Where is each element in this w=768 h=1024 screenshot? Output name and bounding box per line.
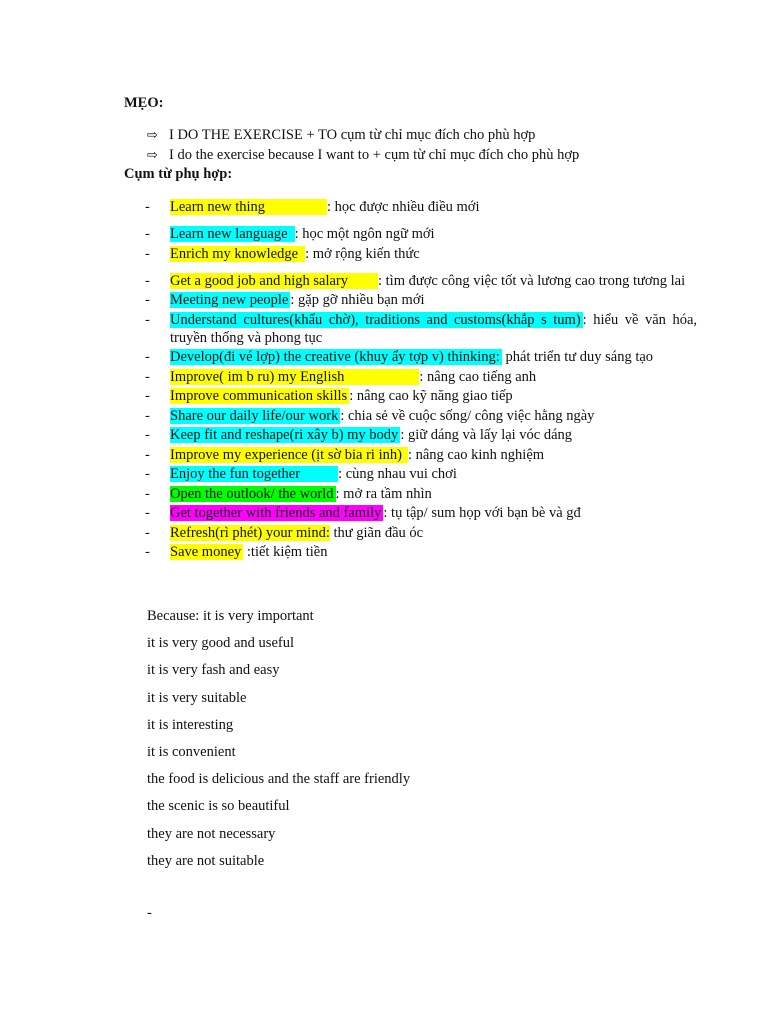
phrase-en: Refresh(rì phét) your mind: <box>170 524 330 541</box>
phrase-en: Improve my experience (ịt sờ bia ri inh) <box>170 447 408 463</box>
phrase-vi: : mở rộng kiến thức <box>305 245 420 262</box>
phrase-vi: : tụ tập/ sum họp với bạn bè và gđ <box>383 505 581 521</box>
list-item <box>145 543 697 561</box>
reason-line: it is convenient <box>147 743 236 760</box>
list-item <box>145 387 697 405</box>
reason-line: it is interesting <box>147 716 234 733</box>
reason-line: it is very suitable <box>147 689 247 706</box>
phrases-heading: Cụm từ phụ hợp: <box>124 166 233 182</box>
phrase-en: Develop(đi vé lợp) the creative (khuy ẩy tợp v) thinking: <box>170 349 500 365</box>
list-item <box>145 407 697 425</box>
reason-list <box>147 607 410 879</box>
phrase-vi: :tiết kiệm tiền <box>243 544 328 560</box>
list-item <box>145 225 697 243</box>
phrase-vi: : chia sẻ về cuộc sống/ công việc hằng ngày <box>340 407 595 424</box>
title-heading: MẸO: <box>124 95 164 111</box>
list-item <box>145 368 697 386</box>
trailing-dash: - <box>147 905 152 921</box>
list-item <box>145 446 697 464</box>
list-item <box>145 504 697 522</box>
phrase-en: Save money <box>170 544 242 560</box>
list-item <box>145 291 697 309</box>
phrase-list <box>145 198 697 563</box>
tip-text-1: I DO THE EXERCISE + TO cụm từ chỉ mục đích cho phù hợp <box>169 127 536 143</box>
phrase-vi: phát triển tư duy sáng tạo <box>501 349 654 365</box>
tip-line-1 <box>147 127 535 144</box>
arrow-right-icon: ⇨ <box>147 128 158 143</box>
phrase-vi: : học được nhiều điều mới <box>327 199 480 215</box>
phrase-en: Keep fit and reshape(ri xây b) my body <box>170 427 399 443</box>
phrase-vi: : gặp gỡ nhiều bạn mới <box>290 292 425 308</box>
list-item <box>145 245 697 263</box>
phrase-en: Share our daily life/our work <box>170 407 339 424</box>
phrase-vi: : mở ra tầm nhìn <box>335 485 432 502</box>
reason-line: they are not necessary <box>147 825 276 842</box>
phrase-vi: : hiểu về văn hóa, truyền thống và phong tục <box>170 311 698 346</box>
phrase-vi: : giữ dáng và lấy lại vóc dáng <box>400 427 573 443</box>
phrase-en: Improve( im b ru) my English <box>170 369 419 385</box>
phrase-vi: : nâng cao kinh nghiệm <box>407 446 545 463</box>
phrase-en: Enjoy the fun together <box>170 466 338 482</box>
list-item <box>145 485 697 503</box>
phrase-en: Learn new thing <box>170 199 327 215</box>
phrase-en: Get a good job and high salary <box>170 273 378 289</box>
phrase-vi: : học một ngôn ngữ mới <box>294 226 435 242</box>
phrase-vi: thư giãn đầu óc <box>329 524 424 541</box>
reason-line: they are not suitable <box>147 852 265 869</box>
phrase-en: Get together with friends and family <box>170 505 382 521</box>
list-item <box>145 311 697 347</box>
list-item <box>145 348 697 366</box>
list-item <box>145 465 697 483</box>
phrase-vi: : cùng nhau vui chơi <box>338 466 457 482</box>
reason-line: it is very good and useful <box>147 635 294 652</box>
tip-text-2: I do the exercise because I want to + cụm từ chỉ mục đích cho phù hợp <box>169 147 580 163</box>
list-item <box>145 272 697 290</box>
phrase-vi: : nâng cao kỹ năng giao tiếp <box>349 388 513 404</box>
reason-line: the food is delicious and the staff are friendly <box>147 771 411 788</box>
phrase-vi: : tìm được công việc tốt và lương cao trong tương lai <box>378 272 686 289</box>
tip-line-2 <box>147 147 579 164</box>
phrase-en: Improve communication skills <box>170 388 348 404</box>
phrase-vi: : nâng cao tiếng anh <box>419 368 537 385</box>
arrow-right-icon: ⇨ <box>147 148 158 163</box>
list-item <box>145 198 697 216</box>
phrase-en: Meeting new people <box>170 292 289 308</box>
list-item <box>145 524 697 542</box>
phrase-en: Enrich my knowledge <box>170 246 305 262</box>
phrase-en: Learn new language <box>170 226 295 242</box>
phrase-en: Open the outlook/ the world <box>170 485 334 502</box>
reason-line: the scenic is so beautiful <box>147 798 290 815</box>
reason-line: it is very fash and easy <box>147 662 280 679</box>
phrase-en: Understand cultures(khẩu chờ), traditions and customs(khắp s tum) <box>170 311 581 328</box>
list-item <box>145 426 697 444</box>
reason-line: Because: it is very important <box>147 608 314 624</box>
